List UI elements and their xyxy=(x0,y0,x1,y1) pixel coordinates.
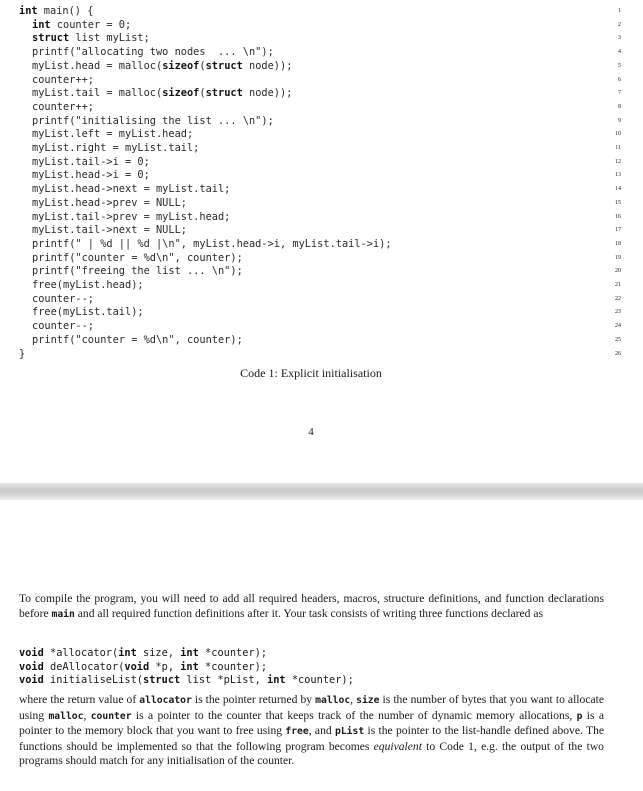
line-number: 10 xyxy=(615,131,621,138)
inline-code: malloc xyxy=(315,695,351,706)
code-line xyxy=(0,5,643,19)
line-number: 7 xyxy=(618,90,621,97)
declaration-line xyxy=(19,674,619,688)
code-text xyxy=(32,128,193,142)
line-number: 12 xyxy=(615,158,621,165)
text: and all required function definitions after it. Your task consists of writing three functions declared as xyxy=(74,606,544,620)
code-token: counter = 0; xyxy=(50,18,132,31)
code-keyword: int xyxy=(32,18,51,31)
line-number: 17 xyxy=(615,227,621,234)
code-line xyxy=(0,46,643,60)
code-token: myList.left = myList.head; xyxy=(32,128,194,141)
code-line xyxy=(0,169,643,183)
code-text xyxy=(32,142,199,156)
code-line xyxy=(0,238,643,252)
line-number: 2 xyxy=(618,21,621,28)
code-text xyxy=(32,197,187,211)
code-token: list myList; xyxy=(69,32,150,45)
code-text xyxy=(32,19,131,33)
code-token: counter--; xyxy=(32,292,94,305)
code-line xyxy=(0,19,643,33)
code-text xyxy=(32,156,150,170)
code-token: size, xyxy=(136,647,181,659)
code-keyword: int xyxy=(118,647,137,659)
code-line xyxy=(0,101,643,115)
code-keyword: void xyxy=(19,660,44,673)
code-token: myList.tail->prev = myList.head; xyxy=(32,210,231,223)
code-token: myList.tail->i = 0; xyxy=(32,155,150,168)
line-number: 24 xyxy=(615,323,621,330)
code-text xyxy=(32,320,94,334)
text: , and xyxy=(308,724,335,737)
code-line xyxy=(0,306,643,320)
code-token: } xyxy=(19,347,26,360)
line-number: 13 xyxy=(615,172,621,179)
text: where the return value of xyxy=(19,693,140,706)
code-token: list *pList, xyxy=(180,674,268,687)
code-text xyxy=(32,334,243,348)
code-line xyxy=(0,115,643,129)
code-token: deAllocator( xyxy=(43,660,125,673)
code-text xyxy=(32,211,230,225)
page-number: 4 xyxy=(308,426,314,438)
code-text xyxy=(32,46,274,60)
code-token: myList.head->i = 0; xyxy=(32,169,150,182)
code-token: ( xyxy=(199,59,206,72)
line-number: 19 xyxy=(615,254,621,261)
code-token: myList.tail->next = NULL; xyxy=(32,224,187,237)
code-line xyxy=(0,348,643,362)
code-text xyxy=(32,265,243,279)
code-token: node)); xyxy=(242,59,293,72)
code-token: myList.tail = malloc( xyxy=(32,87,163,100)
line-number: 14 xyxy=(615,186,621,193)
code-listing xyxy=(0,0,643,364)
code-keyword: struct xyxy=(32,32,70,45)
code-token: *counter); xyxy=(198,647,268,659)
code-token: counter++; xyxy=(32,73,94,86)
code-keyword: int xyxy=(180,660,199,673)
code-keyword: void xyxy=(19,647,44,659)
code-keyword: struct xyxy=(143,674,181,687)
code-line xyxy=(0,265,643,279)
text: to Code 1, e.g. the output of the two programs should match for any initialisation of the counter. xyxy=(19,739,604,767)
code-keyword: struct xyxy=(205,87,243,100)
code-token: main() { xyxy=(37,5,94,17)
code-keyword: void xyxy=(124,660,150,673)
code-keyword: struct xyxy=(205,59,243,72)
code-token: printf("allocating two nodes ... \n"); xyxy=(32,46,274,59)
code-line xyxy=(0,142,643,156)
function-declarations xyxy=(19,647,619,688)
inline-code: size xyxy=(356,695,380,706)
code-token: *counter); xyxy=(198,660,268,673)
line-number: 23 xyxy=(615,309,621,316)
code-line xyxy=(0,334,643,348)
code-token: myList.head = malloc( xyxy=(32,59,163,72)
inline-code: main xyxy=(51,608,75,620)
code-token: *allocator( xyxy=(43,647,119,659)
line-number: 3 xyxy=(618,35,621,42)
line-number: 22 xyxy=(615,295,621,302)
inline-code: counter xyxy=(90,710,132,722)
code-text xyxy=(32,101,94,115)
inline-code: p xyxy=(576,710,583,722)
code-token: myList.right = myList.tail; xyxy=(32,142,200,154)
code-line xyxy=(0,197,643,211)
code-token: free(myList.head); xyxy=(32,279,144,291)
code-token: printf("freeing the list ... \n"); xyxy=(32,265,243,278)
code-line xyxy=(0,252,643,266)
line-number: 15 xyxy=(615,199,621,206)
inline-code: free xyxy=(285,726,309,737)
code-token: printf("counter = %d\n", counter); xyxy=(32,333,243,346)
line-number: 16 xyxy=(615,213,621,220)
line-number: 8 xyxy=(618,103,621,110)
code-text xyxy=(32,60,292,74)
code-token: printf("counter = %d\n", counter); xyxy=(32,251,243,264)
text: is the number of bytes that you want to allocate using xyxy=(19,693,604,722)
code-text xyxy=(32,224,187,238)
code-token: initialiseList( xyxy=(43,674,144,687)
text: , xyxy=(350,693,357,706)
code-token: free(myList.tail); xyxy=(32,306,144,319)
code-line xyxy=(0,87,643,101)
code-line xyxy=(0,156,643,170)
code-line xyxy=(0,211,643,225)
code-text xyxy=(32,115,274,129)
declaration-line xyxy=(19,661,619,675)
code-token: printf(" | %d || %d |\n", myList.head->i, myList.tail->i); xyxy=(32,237,392,250)
code-caption: Code 1: Explicit initialisation xyxy=(240,366,382,380)
code-text xyxy=(32,169,150,183)
code-token: *p, xyxy=(149,660,181,673)
paragraph-compile xyxy=(19,592,604,622)
line-number: 9 xyxy=(618,117,621,124)
code-token: myList.head->next = myList.tail; xyxy=(32,183,231,196)
code-keyword: int xyxy=(180,647,199,659)
line-number: 21 xyxy=(615,282,621,288)
code-token: printf("initialising the list ... \n"); xyxy=(32,114,274,127)
code-token: *counter); xyxy=(285,674,354,687)
text: is a pointer to the counter that keeps track of the number of dynamic memory allocations, xyxy=(131,708,577,722)
page-separator xyxy=(0,483,643,500)
declaration-line xyxy=(19,647,619,661)
inline-code: malloc xyxy=(48,710,84,722)
code-text xyxy=(32,87,292,101)
code-line xyxy=(0,224,643,238)
code-token: counter--; xyxy=(32,320,94,333)
code-token: node)); xyxy=(242,87,293,100)
code-keyword: sizeof xyxy=(162,59,200,72)
code-line xyxy=(0,279,643,293)
code-text xyxy=(32,306,144,320)
code-text xyxy=(32,238,392,252)
code-text xyxy=(19,348,25,362)
code-keyword: void xyxy=(19,674,44,687)
code-token: myList.head->prev = NULL; xyxy=(32,196,187,209)
inline-code: allocator xyxy=(139,695,192,706)
code-text xyxy=(32,183,230,197)
code-line xyxy=(0,320,643,334)
line-number: 1 xyxy=(618,8,621,14)
line-number: 20 xyxy=(615,268,621,275)
line-number: 5 xyxy=(618,62,621,69)
code-text xyxy=(32,252,243,266)
code-line xyxy=(0,32,643,46)
text: is a pointer to the memory block that you want to free using xyxy=(19,708,604,737)
code-line xyxy=(0,74,643,88)
line-number: 4 xyxy=(618,49,621,56)
text: is the pointer returned by xyxy=(191,693,316,706)
line-number: 6 xyxy=(618,76,621,83)
code-line xyxy=(0,128,643,142)
paragraph-description xyxy=(19,693,604,769)
code-text xyxy=(32,279,144,293)
text: is the pointer to the list-handle defined above. The functions should be implemented so that the following program becomes xyxy=(19,724,605,753)
code-keyword: sizeof xyxy=(162,87,200,100)
line-number: 18 xyxy=(615,240,621,247)
code-token: ( xyxy=(199,87,206,100)
line-number: 11 xyxy=(615,145,621,151)
text: To compile the program, you will need to add all required headers, macros, structure definitions, and function declarations before xyxy=(19,592,604,620)
code-line xyxy=(0,293,643,307)
text: , xyxy=(83,708,91,722)
code-text xyxy=(32,293,94,307)
line-number: 26 xyxy=(615,350,621,357)
code-text xyxy=(19,5,93,19)
code-token: counter++; xyxy=(32,100,94,113)
emphasis: equivalent xyxy=(373,739,422,753)
line-number: 25 xyxy=(615,336,621,343)
inline-code: pList xyxy=(334,726,365,737)
code-text xyxy=(32,32,150,46)
code-text xyxy=(32,74,94,88)
code-line xyxy=(0,60,643,74)
code-keyword: int xyxy=(267,674,286,687)
code-keyword: int xyxy=(19,5,38,17)
code-line xyxy=(0,183,643,197)
